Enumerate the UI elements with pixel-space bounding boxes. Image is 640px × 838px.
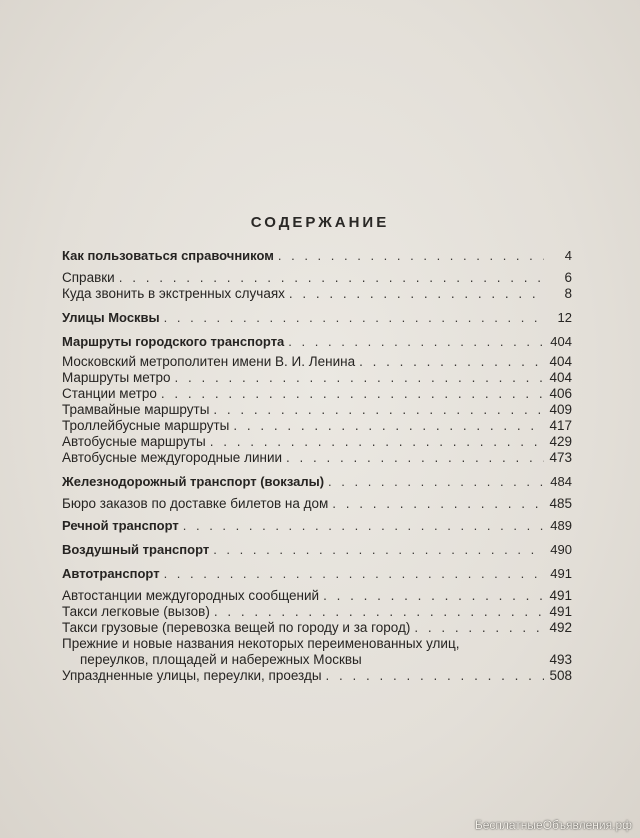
toc-entry [62, 418, 572, 434]
leader-dots [324, 474, 544, 490]
leader-dots [210, 604, 544, 620]
page-title: СОДЕРЖАНИЕ [250, 214, 390, 231]
toc-entry-label: Автостанции междугородных сообщений [62, 588, 320, 603]
leader-dots [179, 518, 544, 534]
leader-dots [206, 434, 544, 450]
toc-entry-page: 485 [549, 496, 572, 511]
toc-entry [62, 334, 572, 350]
leader-dots [319, 588, 544, 604]
toc-entry-page: 404 [549, 354, 572, 369]
leader-dots [282, 450, 544, 466]
leader-dots [284, 334, 544, 350]
toc-entry-label: переулков, площадей и набережных Москвы [80, 652, 362, 667]
toc-entry [62, 496, 572, 512]
toc-entry-page: 6 [564, 270, 572, 285]
toc-entry [62, 248, 572, 264]
toc-entry-page: 492 [549, 620, 572, 635]
leader-dots [229, 418, 544, 434]
toc-entry-page: 404 [549, 370, 572, 385]
toc-entry [62, 450, 572, 466]
toc-entry-page: 493 [549, 652, 572, 667]
toc-entry-label: Маршруты городского транспорта [62, 334, 285, 349]
toc-entry-page: 417 [549, 418, 572, 433]
toc-entry [62, 370, 572, 386]
toc-entry-page: 508 [549, 668, 572, 683]
toc-entry-label: Прежние и новые названия некоторых переименованных улиц, [62, 636, 460, 651]
watermark: БесплатныеОбъявления.рф [474, 818, 632, 832]
toc-entry [62, 636, 572, 652]
toc-entry-label: Автобусные маршруты [62, 434, 206, 449]
toc-entry-page: 4 [564, 248, 572, 263]
leader-dots [209, 542, 544, 558]
toc-entry [62, 604, 572, 620]
toc-entry-label: Московский метрополитен имени В. И. Ленина [62, 354, 356, 369]
toc-entry [62, 542, 572, 558]
leader-dots [285, 286, 544, 302]
toc-entry-label: Автотранспорт [62, 566, 160, 581]
leader-dots [355, 354, 544, 370]
toc-entry [62, 310, 572, 326]
toc-entry [62, 402, 572, 418]
leader-dots [209, 402, 544, 418]
toc-entry-page: 406 [549, 386, 572, 401]
toc-entry [62, 518, 572, 534]
toc-entry-label: Такси легковые (вызов) [62, 604, 210, 619]
toc-entry-page: 491 [550, 566, 572, 581]
leader-dots [274, 248, 544, 264]
toc-entry-page: 490 [550, 542, 572, 557]
toc-entry [62, 270, 572, 286]
toc-entry [62, 566, 572, 582]
toc-entry [62, 286, 572, 302]
toc-entry-continuation [80, 652, 572, 668]
toc-entry-page: 473 [549, 450, 572, 465]
toc-entry-label: Упраздненные улицы, переулки, проезды [62, 668, 322, 683]
toc-entry-page: 409 [549, 402, 572, 417]
toc-entry-label: Станции метро [62, 386, 157, 401]
toc-entry [62, 620, 572, 636]
toc-entry [62, 386, 572, 402]
toc-entry-label: Справки [62, 270, 115, 285]
leader-dots [410, 620, 544, 636]
toc-entry-page: 491 [549, 588, 572, 603]
toc-entry [62, 588, 572, 604]
toc-entry-page: 491 [549, 604, 572, 619]
toc-entry-page: 12 [557, 310, 572, 325]
toc-entry-label: Бюро заказов по доставке билетов на дом [62, 496, 329, 511]
toc-entry-page: 404 [550, 334, 572, 349]
toc-entry-label: Воздушный транспорт [62, 542, 210, 557]
leader-dots [171, 370, 544, 386]
toc-entry-page: 429 [549, 434, 572, 449]
toc-entry-label: Такси грузовые (перевозка вещей по городу и за город) [62, 620, 411, 635]
toc-entry-label: Автобусные междугородные линии [62, 450, 283, 465]
toc-entry-label: Железнодорожный транспорт (вокзалы) [62, 474, 325, 489]
toc-entry-label: Как пользоваться справочником [62, 248, 274, 263]
toc-entry [62, 474, 572, 490]
toc-entry-label: Маршруты метро [62, 370, 171, 385]
toc-entry-label: Речной транспорт [62, 518, 179, 533]
toc-entry [62, 668, 572, 684]
toc-entry-label: Улицы Москвы [62, 310, 160, 325]
toc-entry-label: Троллейбусные маршруты [62, 418, 230, 433]
toc-entry-page: 8 [564, 286, 572, 301]
leader-dots [157, 386, 544, 402]
toc-entry-label: Куда звонить в экстренных случаях [62, 286, 285, 301]
leader-dots [160, 310, 544, 326]
toc-entry-page: 484 [550, 474, 572, 489]
leader-dots [322, 668, 544, 684]
toc-entry-page: 489 [550, 518, 572, 533]
toc-entry [62, 354, 572, 370]
toc-entry [62, 434, 572, 450]
toc-entry-label: Трамвайные маршруты [62, 402, 210, 417]
leader-dots [160, 566, 544, 582]
leader-dots [328, 496, 544, 512]
leader-dots [115, 270, 544, 286]
